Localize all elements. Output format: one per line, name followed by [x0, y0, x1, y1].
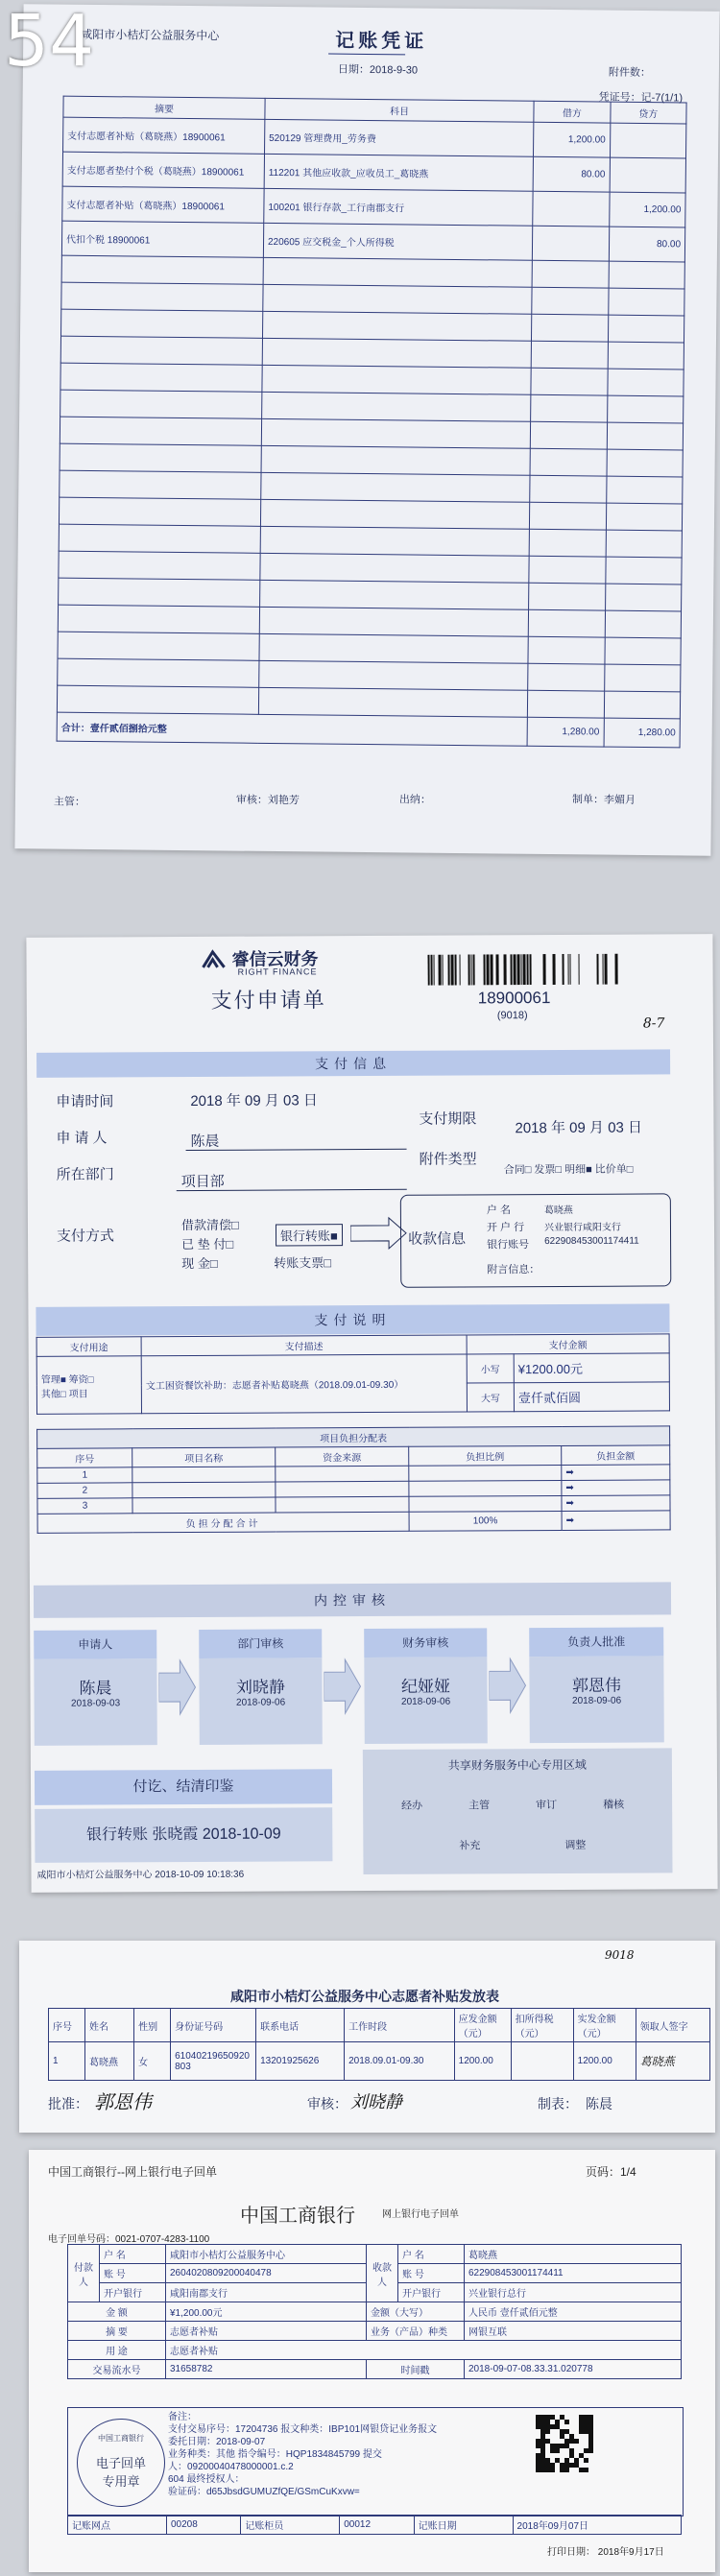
- seal: [77, 2419, 165, 2507]
- section-pay-desc: 支付说明: [36, 1303, 669, 1335]
- review-label: 审核：: [307, 2096, 348, 2111]
- seal-top: 中国工商银行: [98, 2434, 144, 2443]
- pay-desc-table: [36, 1333, 670, 1414]
- barcode-sub: (9018): [496, 1010, 528, 1022]
- payee-name-value: 葛晓燕: [543, 1205, 573, 1217]
- payer-account: 2604020809200040478: [166, 2264, 367, 2283]
- shared-item: 审订: [536, 1799, 558, 1812]
- subsidy-cell: 13201925626: [256, 2042, 345, 2081]
- serial-label: 交易流水号: [68, 2360, 166, 2379]
- row-summary: 代扣个税 18900061: [61, 221, 263, 257]
- note-line: 604 最终授权人：: [168, 2474, 245, 2485]
- shared-area: [363, 1748, 673, 1874]
- payer-account-label: 账 号: [100, 2264, 166, 2283]
- audit-step-title: 财务审核: [364, 1628, 487, 1658]
- amount-big-value: 人民币 壹仟贰佰元整: [465, 2302, 682, 2322]
- payee-account: 622908453001174411: [465, 2264, 682, 2283]
- subsidy-col: 实发金额（元）: [573, 2009, 636, 2042]
- total-credit: 1,280.00: [604, 718, 681, 748]
- receipt-header-right: 页码：1/4: [586, 2165, 636, 2179]
- receipt-header-left: 中国工商银行--网上银行电子回单: [48, 2165, 217, 2179]
- shared-item: 经办: [401, 1800, 423, 1812]
- subsidy-corner-note: 9018: [605, 1948, 635, 1962]
- voucher-date: 日期：2018-9-30: [337, 63, 419, 77]
- subsidy-cell: 2018.09.01-09.30: [345, 2042, 455, 2081]
- col-debit: 借方: [534, 101, 611, 123]
- footer-label: 记账日期: [414, 2516, 513, 2535]
- approve-label: 批准：: [48, 2096, 88, 2111]
- audit-step-name: 刘晓静: [235, 1678, 286, 1697]
- alloc-row-no: 1: [37, 1467, 132, 1484]
- subsidy-col: 姓名: [85, 2009, 134, 2042]
- payer-bank-label: 开户银行: [100, 2283, 166, 2302]
- note-line: 备注：: [168, 2412, 197, 2422]
- audit-step-title: 部门审核: [199, 1629, 322, 1658]
- time-value: 2018-09-07-08.33.31.020778: [465, 2360, 682, 2379]
- review-signature: 刘晓静: [350, 2092, 402, 2112]
- payee-bank-label: 开 户 行: [486, 1222, 525, 1234]
- alloc-col: 负担比例: [409, 1445, 562, 1466]
- purpose-options: 管理■ 筹资□: [40, 1374, 94, 1386]
- approve-signature: 郭恩伟: [94, 2090, 152, 2113]
- print-footer: 咸阳市小桔灯公益服务中心 2018-10-09 10:18:36: [36, 1869, 245, 1881]
- summary-value: 志愿者补贴: [166, 2322, 367, 2341]
- row-credit: [610, 123, 686, 158]
- shared-item: 调整: [564, 1839, 587, 1851]
- alloc-title: 项目负担分配表: [37, 1426, 670, 1448]
- apply-time-value: 2018 年 09 月 03 日: [190, 1092, 318, 1109]
- footer-value: 00208: [166, 2516, 240, 2535]
- subsidy-signature: 葛晓燕: [636, 2042, 709, 2081]
- alloc-arrow-icon: ➡: [562, 1511, 670, 1531]
- product-value: 网银互联: [465, 2322, 682, 2341]
- amount-big-label: 金额（大写）: [367, 2302, 465, 2322]
- purpose-options-2: 其他□ 项目: [40, 1389, 88, 1400]
- payee-bank: 兴业银行总行: [465, 2283, 682, 2302]
- subsidy-col: 扣所得税（元）: [511, 2009, 573, 2042]
- audit-step-name: 郭恩伟: [571, 1676, 622, 1695]
- flow-arrow-icon: [489, 1657, 527, 1714]
- row-summary: 支付志愿者补贴（葛晓燕）18900061: [63, 117, 265, 154]
- payee-label: 收款人: [367, 2245, 398, 2302]
- col-summary: 摘要: [63, 96, 265, 119]
- payer-label: 付款人: [68, 2245, 100, 2302]
- subsidy-col: 联系电话: [256, 2009, 345, 2042]
- total-debit: 1,280.00: [527, 717, 604, 747]
- bank-name: 中国工商银行: [240, 2206, 355, 2227]
- section-pay-info: 支付信息: [36, 1049, 670, 1077]
- attach-options: 合同□ 发票□ 明细■ 比价单□: [503, 1163, 634, 1177]
- payee-info-label: 收款信息: [408, 1230, 467, 1248]
- subsidy-title: 咸阳市小桔灯公益服务中心志愿者补贴发放表: [230, 1989, 499, 2004]
- audit-step-date: 2018-09-06: [235, 1697, 286, 1708]
- subsidy-cell: 葛晓燕: [85, 2042, 134, 2081]
- subsidy-cell: 1200.00: [573, 2042, 636, 2081]
- settle-title: 付讫、结清印鉴: [35, 1769, 332, 1805]
- shared-item: 稽核: [603, 1799, 625, 1811]
- footer-review: 审核：刘艳芳: [235, 794, 300, 807]
- row-debit: 1,200.00: [534, 122, 611, 157]
- flow-arrow-icon: [158, 1658, 197, 1716]
- subsidy-cell: 61040219650920803: [171, 2042, 256, 2081]
- row-account: 112201 其他应收款_应收员工_葛晓燕: [264, 154, 534, 191]
- subsidy-col: 工作时段: [345, 2009, 455, 2042]
- purpose-cell: [36, 1356, 141, 1415]
- row-debit: [533, 191, 610, 227]
- subsidy-col: 领取人签字: [636, 2009, 709, 2042]
- voucher-sheet: [14, 4, 719, 856]
- subsidy-cell: [511, 2042, 573, 2081]
- verify-code: 验证码：d65JbsdGUMUZfQE/GSmCuKxvw=: [168, 2487, 360, 2497]
- note-line: 业务种类：其他 指令编号：HQP1834845799 提交: [168, 2449, 382, 2460]
- shared-item: 补充: [459, 1840, 481, 1852]
- time-label: 时间戳: [367, 2360, 465, 2379]
- voucher-number: 凭证号：记-7(1/1): [598, 91, 684, 105]
- summary-label: 摘 要: [68, 2322, 166, 2341]
- amount-big-label: 大写: [467, 1383, 514, 1412]
- brand-name: 睿信云财务: [231, 949, 319, 969]
- alloc-col: 资金来源: [276, 1446, 409, 1467]
- payee-account-label: 银行账号: [487, 1239, 530, 1252]
- subsidy-cell: 1: [49, 2042, 85, 2081]
- corner-note: 8-7: [642, 1015, 665, 1032]
- alloc-col: 序号: [37, 1448, 132, 1468]
- amount-value: ¥1,200.00元: [166, 2302, 367, 2322]
- voucher-title: 记账凭证: [335, 30, 428, 53]
- notes: [168, 2411, 437, 2498]
- product-label: 业务（产品）种类: [367, 2322, 465, 2341]
- pay-period-label: 支付期限: [419, 1110, 477, 1128]
- purpose-header: 支付用途: [36, 1337, 141, 1357]
- note-line: 委托日期：2018-09-07: [168, 2437, 266, 2447]
- voucher-attachments: 附件数：: [608, 66, 651, 80]
- subsidy-col: 序号: [49, 2009, 85, 2042]
- amount-big-value: 壹仟贰佰圆: [514, 1382, 669, 1412]
- payee-bank-value: 兴业银行咸阳支行: [543, 1222, 622, 1234]
- brand-sub: RIGHT FINANCE: [237, 966, 318, 977]
- subsidy-cell: 女: [134, 2042, 171, 2081]
- bank-sub: 网上银行电子回单: [382, 2209, 459, 2220]
- pay-method-opt-4[interactable]: 银行转账■: [276, 1224, 343, 1246]
- usage-label: 用 途: [68, 2341, 166, 2360]
- barcode: [427, 954, 619, 986]
- maker-label: 制表：: [538, 2096, 578, 2111]
- barcode-number: 18900061: [477, 989, 551, 1008]
- dept-underline: [177, 1189, 407, 1191]
- footer-supervisor: 主管：: [53, 796, 85, 808]
- receipt-number: 电子回单号码：0021-0707-4283-1100: [48, 2234, 210, 2245]
- row-summary: 支付志愿者补贴（葛晓燕）18900061: [62, 186, 264, 223]
- audit-step: [364, 1628, 488, 1744]
- attach-type-label: 附件类型: [419, 1151, 477, 1168]
- apply-time-label: 申请时间: [56, 1093, 114, 1110]
- dept-label: 所在部门: [56, 1166, 114, 1183]
- row-account: 520129 管理费用_劳务费: [264, 119, 534, 156]
- seal-mid: 电子回单: [95, 2456, 146, 2470]
- section-audit: 内控审核: [34, 1582, 671, 1617]
- row-debit: 80.00: [533, 156, 610, 192]
- amount-small-label: 小写: [467, 1354, 514, 1383]
- payee-account-value: 622908453001174411: [544, 1235, 639, 1248]
- seal-bot: 专用章: [102, 2474, 140, 2489]
- usage-value: 志愿者补贴: [166, 2341, 682, 2360]
- shared-item: 主管: [468, 1800, 491, 1812]
- qr-code-icon: [536, 2415, 593, 2472]
- subsidy-sheet: [19, 1941, 715, 2133]
- qr-graphic: [536, 2415, 593, 2472]
- desc-header: 支付描述: [141, 1335, 467, 1356]
- payee-account-label: 账 号: [398, 2264, 465, 2283]
- applicant-value: 陈晨: [190, 1133, 220, 1150]
- total-row: [57, 712, 680, 748]
- maker-value: 陈晨: [586, 2096, 612, 2111]
- flow-arrow-icon: [324, 1658, 362, 1715]
- row-debit: [533, 226, 610, 261]
- audit-step-date: 2018-09-03: [70, 1698, 121, 1709]
- audit-step: [199, 1629, 323, 1745]
- audit-step-title: 负责人批准: [529, 1627, 663, 1657]
- subsidy-col: 性别: [134, 2009, 171, 2042]
- payee-bank-label: 开户银行: [398, 2283, 465, 2302]
- subsidy-col: 应发金额（元）: [454, 2009, 511, 2042]
- table-row: [49, 2042, 710, 2081]
- row-credit: [610, 157, 686, 193]
- receipt-table: [67, 2244, 682, 2379]
- row-account: 100201 银行存款_工行南郡支行: [264, 188, 534, 226]
- shared-title: 共享财务服务中心专用区域: [447, 1757, 587, 1773]
- row-credit: 1,200.00: [609, 192, 685, 227]
- alloc-arrow-icon: ➡: [562, 1465, 670, 1481]
- note-line: 人：09200040478000001.c.2: [168, 2462, 294, 2472]
- brand-logo-icon: [199, 948, 228, 973]
- settle-value: 银行转账 张晓霞 2018-10-09: [35, 1807, 332, 1863]
- print-date: 打印日期： 2018年9月17日: [547, 2547, 664, 2558]
- brand-logo: [199, 948, 228, 978]
- alloc-row-no: 3: [37, 1498, 132, 1515]
- col-account: 科目: [265, 98, 534, 122]
- audit-step-date: 2018-09-06: [400, 1696, 451, 1707]
- audit-step-date: 2018-09-06: [571, 1695, 622, 1706]
- subsidy-col: 身份证号码: [171, 2009, 256, 2042]
- receipt-sheet: [29, 2150, 715, 2572]
- alloc-arrow-icon: ➡: [562, 1480, 670, 1496]
- pay-period-value: 2018 年 09 月 03 日: [515, 1119, 643, 1137]
- payer-name: 咸阳市小桔灯公益服务中心: [166, 2245, 367, 2264]
- page-number: 54: [4, 0, 95, 83]
- amount-small-value: ¥1200.00元: [514, 1353, 669, 1383]
- receipt-footer-table: [67, 2515, 682, 2535]
- request-sheet: [26, 934, 717, 1893]
- amount-label: 金 额: [68, 2302, 166, 2322]
- barcode-graphic: [427, 954, 619, 986]
- alloc-total-pct: 100%: [409, 1511, 562, 1531]
- alloc-arrow-icon: ➡: [562, 1495, 670, 1512]
- footer-label: 记账柜员: [241, 2516, 340, 2535]
- audit-step: [529, 1627, 664, 1743]
- row-credit: 80.00: [609, 227, 685, 262]
- col-credit: 贷方: [610, 102, 686, 124]
- row-summary: 支付志愿者垫付个税（葛晓燕）18900061: [62, 152, 264, 188]
- amount-header: 支付金额: [467, 1334, 669, 1354]
- footer-label: 记账网点: [68, 2516, 167, 2535]
- pay-method-opt-2[interactable]: 已 垫 付□: [181, 1236, 234, 1252]
- applicant-underline: [186, 1149, 407, 1151]
- desc-value: 文工困资餐饮补助：志愿者补贴葛晓燕（2018.09.01-09.30）: [141, 1354, 467, 1414]
- footer-maker: 制单：李媚月: [571, 794, 636, 806]
- alloc-row-no: 2: [37, 1483, 132, 1499]
- payee-name-label: 户 名: [398, 2245, 465, 2264]
- alloc-total-label: 负担分配合计: [37, 1512, 409, 1533]
- applicant-label: 申请人: [56, 1130, 111, 1147]
- alloc-col: 项目名称: [132, 1447, 276, 1467]
- payee-name: 葛晓燕: [465, 2245, 682, 2264]
- audit-step-name: 纪娅娅: [400, 1677, 451, 1696]
- title-underline: [328, 54, 405, 56]
- dept-value: 项目部: [180, 1173, 225, 1191]
- payer-name-label: 户 名: [100, 2245, 166, 2264]
- note-line: 支付交易序号：17204736 报文种类：IBP101网银贷记业务报文: [168, 2424, 438, 2435]
- payer-bank: 咸阳南郡支行: [166, 2283, 367, 2302]
- attach-info-label: 附言信息：: [487, 1264, 540, 1276]
- footer-value: 00012: [340, 2516, 414, 2535]
- footer-value: 2018年09月07日: [513, 2516, 681, 2535]
- audit-flow: [34, 1627, 672, 1754]
- audit-step-title: 申请人: [34, 1630, 156, 1659]
- pay-method-opt-1[interactable]: 借款清偿□: [180, 1217, 239, 1233]
- row-account: 220605 应交税金_个人所得税: [263, 223, 533, 260]
- serial-value: 31658782: [166, 2360, 367, 2379]
- voucher-table: [57, 96, 687, 749]
- voucher-org: 咸阳市小桔灯公益服务中心: [81, 27, 220, 43]
- subsidy-cell: 1200.00: [454, 2042, 511, 2081]
- subsidy-table: [48, 2008, 710, 2081]
- request-title: 支付申请单: [210, 988, 326, 1013]
- alloc-col: 负担金额: [562, 1445, 670, 1466]
- pay-method-opt-3[interactable]: 现 金□: [181, 1255, 218, 1272]
- pay-method-opt-5[interactable]: 转账支票□: [274, 1255, 332, 1271]
- payee-name-label: 户 名: [486, 1205, 511, 1217]
- total-label: 合计：壹仟贰佰捌拾元整: [57, 712, 528, 746]
- audit-step: [34, 1630, 157, 1746]
- footer-cashier: 出纳：: [398, 794, 432, 806]
- alloc-table: [36, 1425, 671, 1533]
- pay-method-label: 支付方式: [56, 1228, 115, 1245]
- audit-step-name: 陈晨: [79, 1679, 112, 1698]
